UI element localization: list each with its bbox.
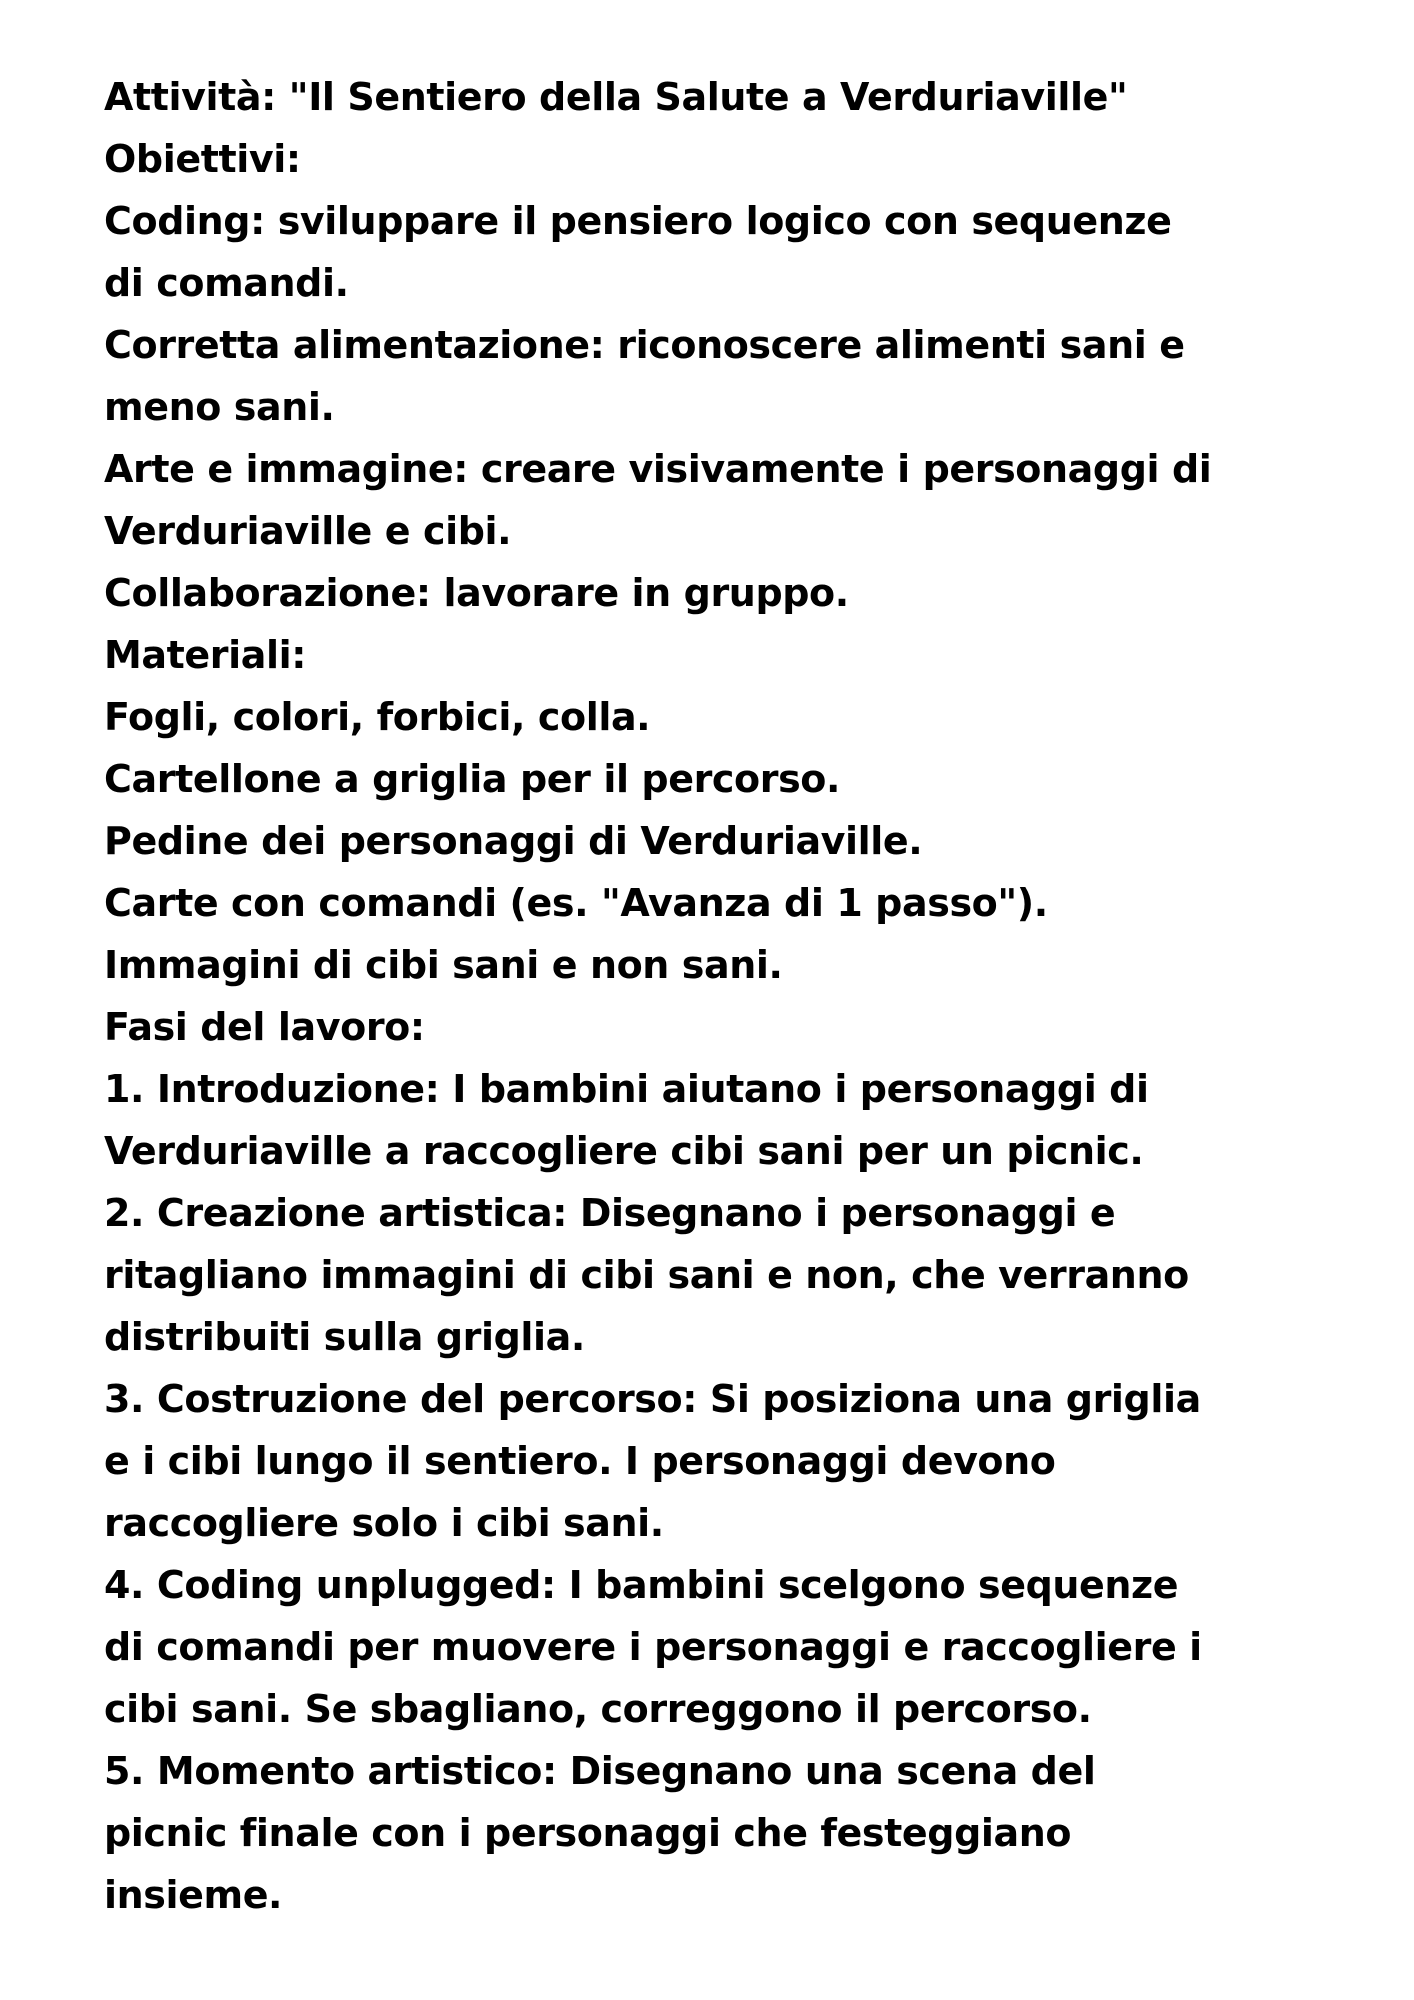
phase-4-line-3: cibi sani. Se sbagliano, correggono il percorso.: [104, 1687, 1092, 1731]
phase-3-line-2: e i cibi lungo il sentiero. I personaggi devono: [104, 1439, 1056, 1483]
objective-nutrition-line-2: meno sani.: [104, 385, 335, 429]
objective-nutrition-line-1: Corretta alimentazione: riconoscere alimenti sani e: [104, 323, 1185, 367]
material-item: Immagini di cibi sani e non sani.: [104, 943, 783, 987]
phase-2-line-1: 2. Creazione artistica: Disegnano i personaggi e: [104, 1191, 1116, 1235]
phase-4-line-2: di comandi per muovere i personaggi e raccogliere i: [104, 1625, 1202, 1669]
objectives-heading: Obiettivi:: [104, 137, 301, 181]
objective-coding-line-1: Coding: sviluppare il pensiero logico con sequenze: [104, 199, 1172, 243]
phase-2-line-3: distribuiti sulla griglia.: [104, 1315, 585, 1359]
phase-4-line-1: 4. Coding unplugged: I bambini scelgono sequenze: [104, 1563, 1179, 1607]
phase-3-line-3: raccogliere solo i cibi sani.: [104, 1501, 664, 1545]
phase-1-line-2: Verduriaville a raccogliere cibi sani per un picnic.: [104, 1129, 1144, 1173]
phase-5-line-1: 5. Momento artistico: Disegnano una scena del: [104, 1749, 1096, 1793]
material-item: Fogli, colori, forbici, colla.: [104, 695, 651, 739]
phase-2-line-2: ritagliano immagini di cibi sani e non, che verranno: [104, 1253, 1189, 1297]
phase-3-line-1: 3. Costruzione del percorso: Si posiziona una griglia: [104, 1377, 1201, 1421]
objective-collaboration: Collaborazione: lavorare in gruppo.: [104, 571, 849, 615]
phase-5-line-3: insieme.: [104, 1873, 283, 1917]
objective-art-line-2: Verduriaville e cibi.: [104, 509, 512, 553]
material-item: Pedine dei personaggi di Verduriaville.: [104, 819, 923, 863]
material-item: Carte con comandi (es. "Avanza di 1 passo").: [104, 881, 1048, 925]
objective-art-line-1: Arte e immagine: creare visivamente i personaggi di: [104, 447, 1212, 491]
material-item: Cartellone a griglia per il percorso.: [104, 757, 841, 801]
phase-1-line-1: 1. Introduzione: I bambini aiutano i personaggi di: [104, 1067, 1149, 1111]
materials-heading: Materiali:: [104, 633, 307, 677]
phases-heading: Fasi del lavoro:: [104, 1005, 425, 1049]
objective-coding-line-2: di comandi.: [104, 261, 349, 305]
phase-5-line-2: picnic finale con i personaggi che festeggiano: [104, 1811, 1072, 1855]
activity-title: Attività: "Il Sentiero della Salute a Verduriaville": [104, 75, 1128, 119]
